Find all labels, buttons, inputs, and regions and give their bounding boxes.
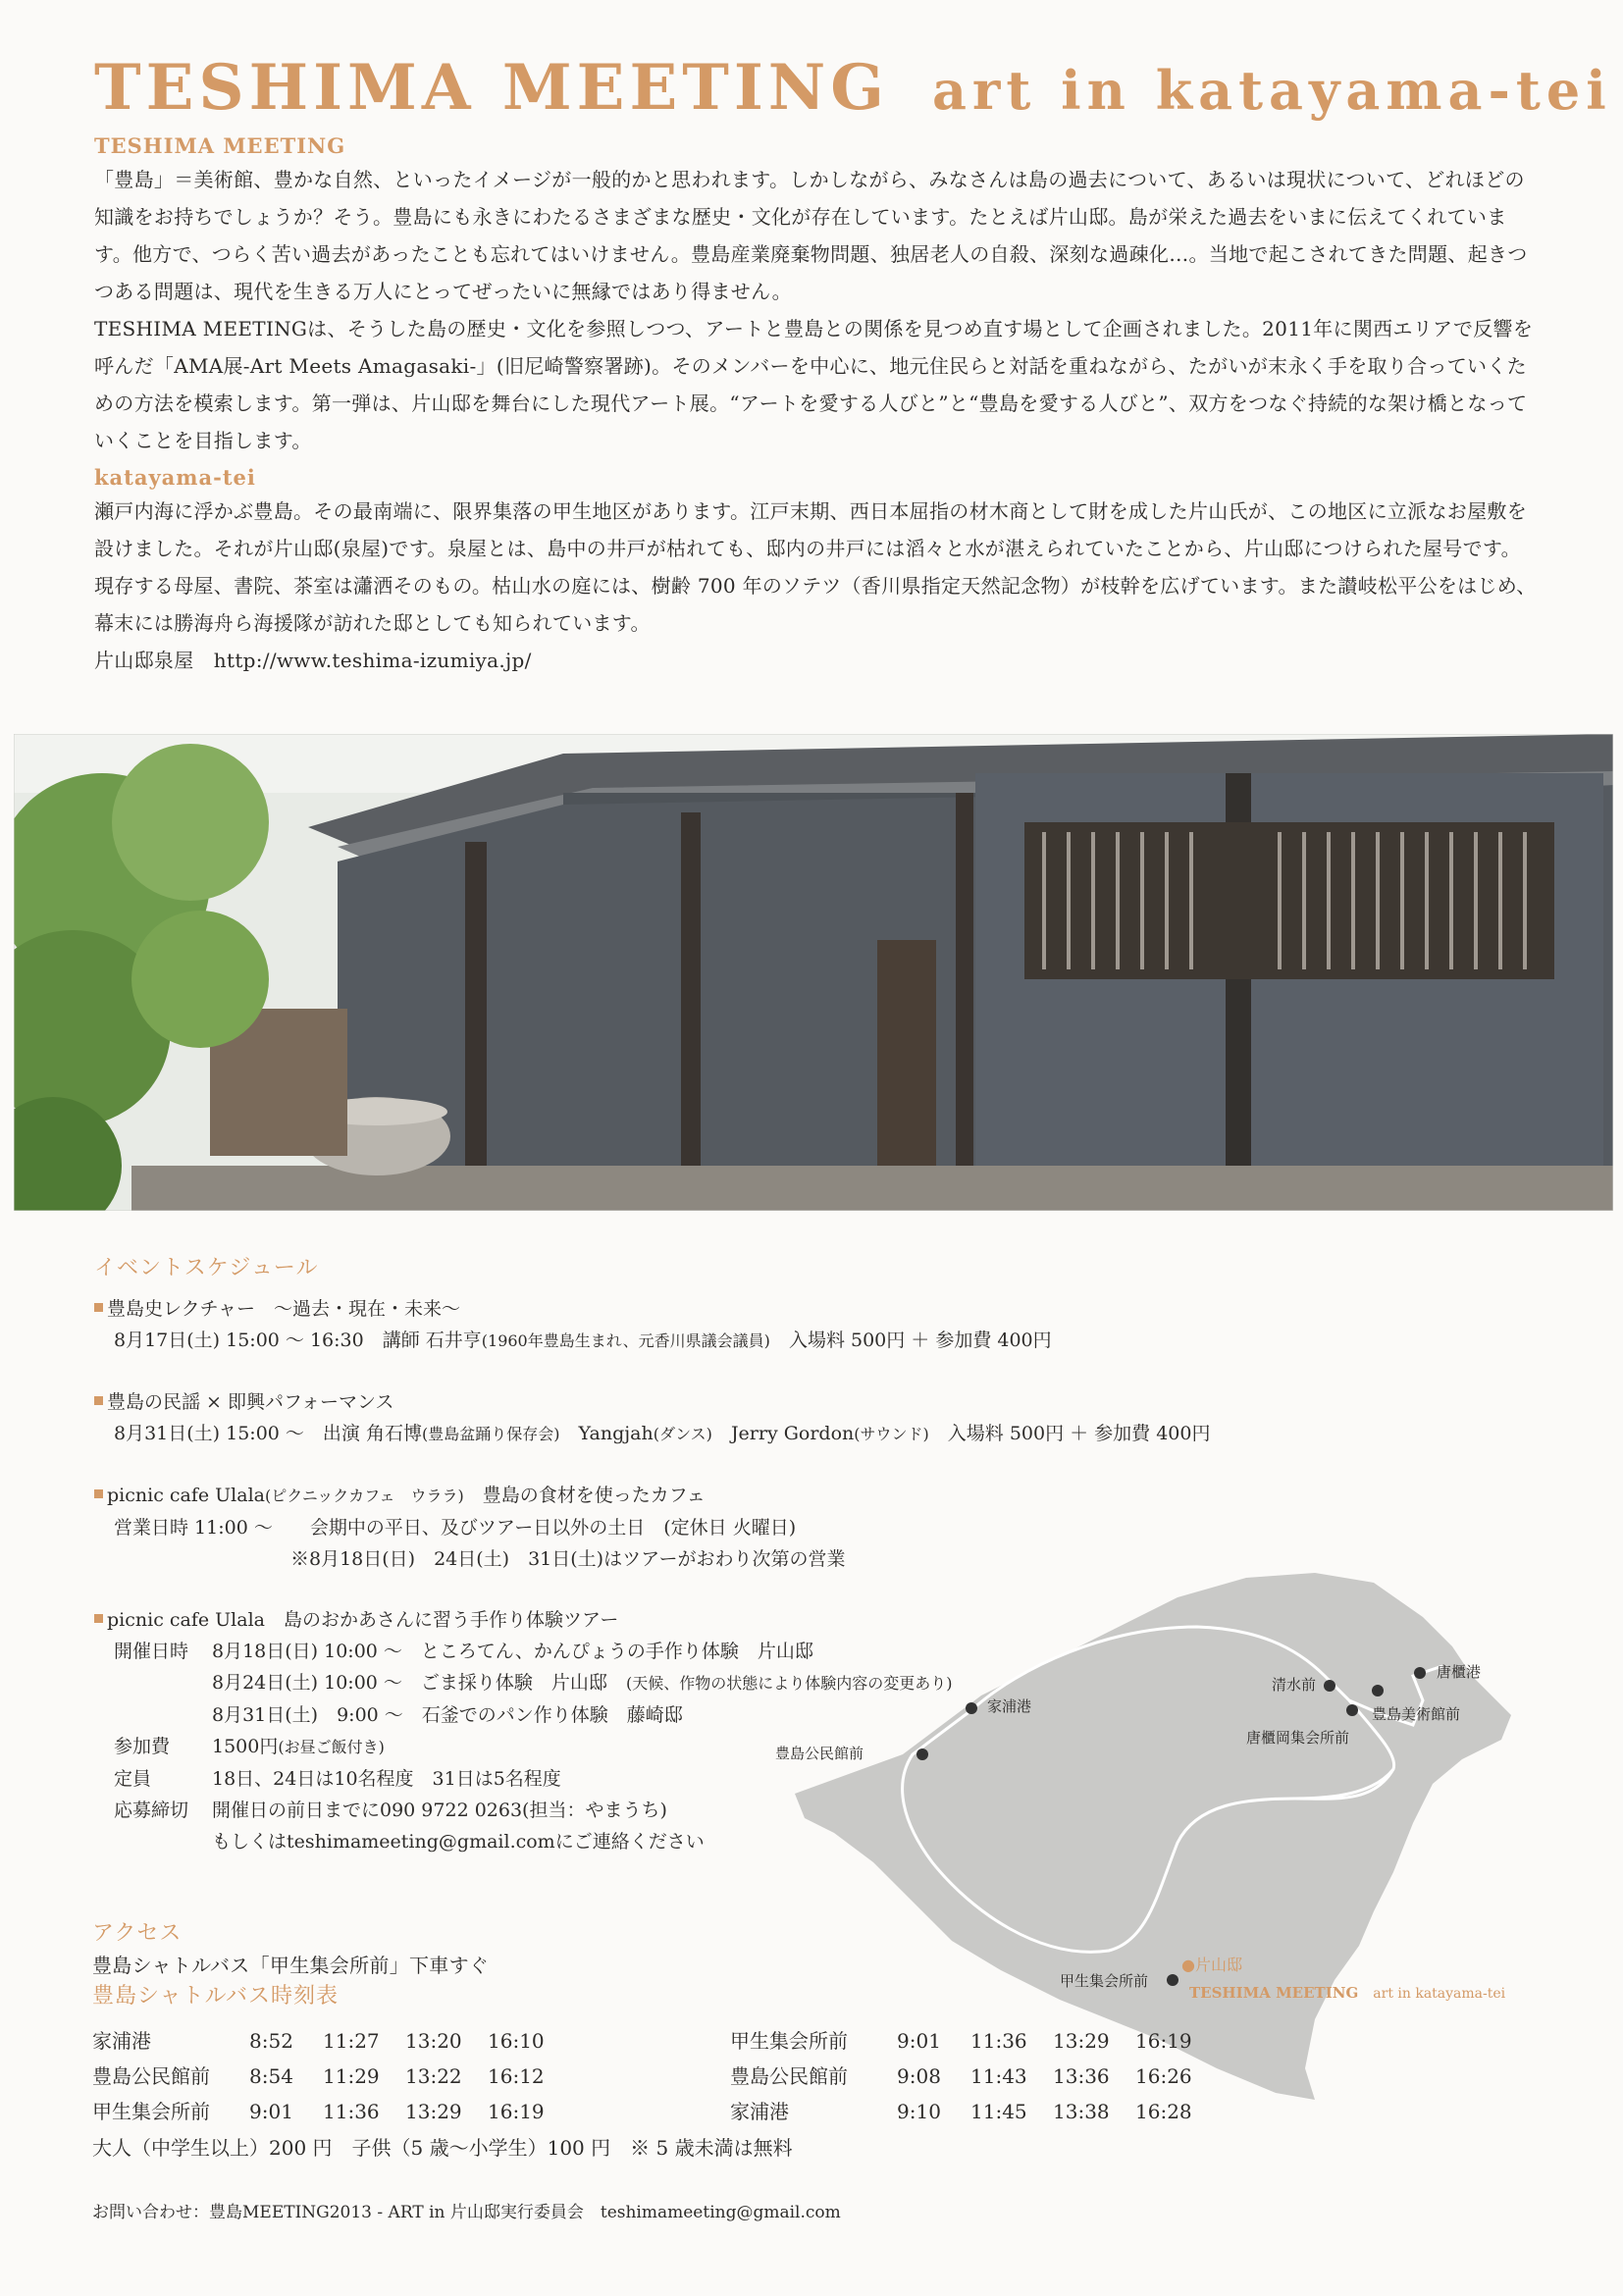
timetable-time: 8:52 bbox=[249, 2029, 293, 2053]
event-performance-fee: 入場料 500円 ＋ 参加費 400円 bbox=[947, 1423, 1211, 1444]
event-lecture-fee: 入場料 500円 ＋ 参加費 400円 bbox=[788, 1330, 1052, 1351]
island-shape bbox=[795, 1573, 1511, 2100]
title-main: TESHIMA MEETING bbox=[94, 51, 889, 125]
timetable-stop: 豊島公民館前 bbox=[92, 2064, 210, 2088]
timetable-time: 13:22 bbox=[405, 2064, 462, 2088]
timetable-heading: 豊島シャトルバス時刻表 bbox=[92, 1984, 340, 2009]
timetable-stop: 豊島公民館前 bbox=[730, 2064, 848, 2088]
timetable-time: 16:19 bbox=[488, 2100, 545, 2123]
map-label-katayama: ●片山邸 bbox=[1181, 1956, 1242, 1974]
timetable-time: 11:36 bbox=[323, 2100, 380, 2123]
tour-row-key bbox=[114, 1667, 212, 1699]
timetable-stop: 甲生集会所前 bbox=[730, 2029, 848, 2053]
event-performance bbox=[94, 1386, 1211, 1450]
intro-paragraph-2: TESHIMA MEETINGは、そうした島の歴史・文化を参照しつつ、アートと豊島との関係を見つめ直す場として企画されました。2011年に関西エリアで反響を呼んだ「AMA展-Art Meets Amagasaki-」(旧尼崎警察署跡)。そのメンバーを中心に、地元住民らと対話を重ねながら、たがいが末永く手を取り合っていくための方法を模索します。第一弾は、片山邸を舞台にした現代アート展。“アートを愛する人びと”と“豊島を愛する人びと”、双方をつなぐ持続的な架け橋となっていくことを目指します。 bbox=[94, 317, 1534, 452]
timetable-time: 16:10 bbox=[488, 2029, 545, 2053]
timetable-time: 16:26 bbox=[1135, 2064, 1192, 2088]
tour-row-value: 8月31日(土) 9:00 ～ 石釜でのパン作り体験 藤崎邸 bbox=[212, 1704, 683, 1726]
timetable-time: 11:45 bbox=[970, 2100, 1027, 2123]
stop-karato-dot bbox=[1414, 1667, 1426, 1679]
map-label-karato: 唐櫃港 bbox=[1437, 1663, 1482, 1681]
section-heading-teshima: TESHIMA MEETING bbox=[94, 133, 346, 158]
tour-row-key bbox=[114, 1826, 212, 1857]
tour-row-key bbox=[114, 1699, 212, 1731]
map-label-ieura: 家浦港 bbox=[987, 1697, 1032, 1715]
timetable-row bbox=[730, 2059, 1218, 2094]
timetable-stop: 家浦港 bbox=[92, 2029, 151, 2053]
title-sub: art in katayama-tei bbox=[931, 59, 1612, 122]
intro-section bbox=[94, 131, 1537, 679]
tour-row-value: 8月18日(日) 10:00 ～ ところてん、かんぴょうの手作り体験 片山邸 bbox=[212, 1641, 813, 1662]
map-caption-a: TESHIMA MEETING bbox=[1189, 1984, 1359, 2002]
bullet-square-icon bbox=[94, 1396, 103, 1405]
tour-row-note: (お昼ご飯付き) bbox=[278, 1738, 385, 1756]
map-label-shimizu: 清水前 bbox=[1272, 1676, 1317, 1694]
event-lecture bbox=[94, 1293, 1174, 1357]
timetable-time: 13:29 bbox=[1053, 2029, 1110, 2053]
bullet-square-icon bbox=[94, 1614, 103, 1623]
map-label-karato-oka: 唐櫃岡集会所前 bbox=[1246, 1729, 1350, 1747]
stop-shimizu-dot bbox=[1324, 1680, 1335, 1692]
stop-kominkan-dot bbox=[916, 1748, 928, 1760]
footer-contact: お問い合わせ：豊島MEETING2013 - ART in 片山邸実行委員会 teshimameeting@gmail.com bbox=[92, 2203, 841, 2222]
event-performance-title: 豊島の民謡 × 即興パフォーマンス bbox=[107, 1391, 394, 1413]
timetable-time: 16:19 bbox=[1135, 2029, 1192, 2053]
performer-3-note: (サウンド) bbox=[854, 1425, 929, 1443]
tour-row-key: 応募締切 bbox=[114, 1800, 189, 1821]
map-caption bbox=[1189, 1982, 1505, 2003]
stop-kou-dot bbox=[1167, 1974, 1178, 1986]
timetable-time: 9:01 bbox=[249, 2100, 293, 2123]
timetable-stop: 甲生集会所前 bbox=[92, 2100, 210, 2123]
event-lecture-note: (1960年豊島生まれ、元香川県議会議員) bbox=[481, 1331, 770, 1350]
map-label-kou: 甲生集会所前 bbox=[1060, 1972, 1149, 1990]
timetable-row bbox=[730, 2023, 1218, 2059]
timetable-return bbox=[730, 2023, 1218, 2129]
event-lecture-line: 8月17日(土) 15:00 ～ 16:30 講師 石井亨 bbox=[114, 1330, 482, 1351]
timetable-time: 11:27 bbox=[323, 2029, 380, 2053]
tour-row-note: (天候、作物の状態により体験内容の変更あり) bbox=[625, 1674, 953, 1693]
stop-karato-oka-dot bbox=[1346, 1704, 1358, 1716]
event-cafe-line-2: ※8月18日(日) 24日(土) 31日(土)はツアーがおわり次第の営業 bbox=[290, 1548, 846, 1570]
access-heading: アクセス bbox=[92, 1921, 183, 1946]
map-caption-b: art in katayama-tei bbox=[1373, 1986, 1506, 2002]
stop-ieura-dot bbox=[966, 1702, 977, 1714]
tour-row-value: 1500円 bbox=[212, 1736, 279, 1757]
main-title bbox=[94, 51, 1612, 125]
katayama-url[interactable]: 片山邸泉屋 http://www.teshima-izumiya.jp/ bbox=[94, 649, 532, 672]
timetable-time: 11:36 bbox=[970, 2029, 1027, 2053]
stop-museum-dot bbox=[1372, 1685, 1384, 1696]
tour-row-value: 18日、24日は10名程度 31日は5名程度 bbox=[212, 1768, 561, 1790]
timetable-time: 16:28 bbox=[1135, 2100, 1192, 2123]
timetable-time: 13:29 bbox=[405, 2100, 462, 2123]
tour-row-key: 参加費 bbox=[114, 1736, 171, 1757]
fares: 大人（中学生以上）200 円 子供（5 歳～小学生）100 円 ※ 5 歳未満は無料 bbox=[92, 2136, 793, 2160]
performer-2-note: (ダンス) bbox=[653, 1425, 712, 1443]
timetable-row bbox=[92, 2023, 570, 2059]
performer-2: Yangjah bbox=[578, 1423, 654, 1444]
timetable-time: 13:38 bbox=[1053, 2100, 1110, 2123]
tour-row-value: 開催日の前日までに090 9722 0263(担当：やまうち) bbox=[212, 1800, 667, 1821]
timetable-time: 9:10 bbox=[897, 2100, 941, 2123]
timetable-stop: 家浦港 bbox=[730, 2100, 789, 2123]
timetable-time: 13:20 bbox=[405, 2029, 462, 2053]
section-heading-katayama: katayama-tei bbox=[94, 465, 256, 490]
timetable-time: 13:36 bbox=[1053, 2064, 1110, 2088]
timetable-outbound bbox=[92, 2023, 570, 2129]
timetable-row bbox=[92, 2059, 570, 2094]
access-section bbox=[92, 1919, 838, 2011]
timetable-row bbox=[730, 2094, 1218, 2129]
bullet-square-icon bbox=[94, 1303, 103, 1312]
event-cafe-desc: 豊島の食材を使ったカフェ bbox=[482, 1485, 706, 1506]
timetable-time: 11:29 bbox=[323, 2064, 380, 2088]
timetable-row bbox=[92, 2094, 570, 2129]
performer-3: Jerry Gordon bbox=[730, 1423, 855, 1444]
house-photo-illustration bbox=[14, 734, 1613, 1211]
map-label-kominkan: 豊島公民館前 bbox=[775, 1745, 864, 1762]
event-cafe-title: picnic cafe Ulala bbox=[107, 1485, 265, 1506]
intro-paragraph-1: 「豊島」＝美術館、豊かな自然、といったイメージが一般的かと思われます。しかしながら、みなさんは島の過去について、あるいは現状について、どれほどの知識をお持ちでしょうか？そう。豊島にも永きにわたるさまざまな歴史・文化が存在しています。たとえば片山邸。島が栄えた過去をいまに伝えてくれています。他方で、つらく苦い過去があったことも忘れてはいけません。豊島産業廃棄物問題、独居老人の自殺、深刻な過疎化…。当地で起こされてきた問題、起きつつある問題は、現代を生きる万人にとってぜったいに無縁ではあり得ません。 bbox=[94, 168, 1528, 303]
tour-row-key: 開催日時 bbox=[114, 1641, 189, 1662]
performer-1: 8月31日(土) 15:00 ～ 出演 角石博 bbox=[114, 1423, 422, 1444]
timetable-time: 9:01 bbox=[897, 2029, 941, 2053]
timetable-time: 11:43 bbox=[970, 2064, 1027, 2088]
schedule-heading: イベントスケジュール bbox=[94, 1256, 319, 1280]
tour-row-key: 定員 bbox=[114, 1768, 152, 1790]
event-lecture-title: 豊島史レクチャー ～過去・現在・未来～ bbox=[107, 1298, 461, 1320]
tour-row-value: もしくはteshimameeting@gmail.comにご連絡ください bbox=[212, 1831, 705, 1852]
katayama-tei-photo bbox=[14, 734, 1613, 1211]
tour-row-value: 8月24日(土) 10:00 ～ ごま採り体験 片山邸 bbox=[212, 1672, 607, 1694]
event-cafe-title-note: (ピクニックカフェ ウララ) bbox=[264, 1487, 464, 1505]
timetable-time: 16:12 bbox=[488, 2064, 545, 2088]
timetable-time: 8:54 bbox=[249, 2064, 293, 2088]
performer-1-note: (豊島盆踊り保存会) bbox=[421, 1425, 560, 1443]
map-label-museum: 豊島美術館前 bbox=[1372, 1705, 1461, 1723]
event-tour-title: picnic cafe Ulala 島のおかあさんに習う手作り体験ツアー bbox=[107, 1609, 619, 1631]
bullet-square-icon bbox=[94, 1489, 103, 1498]
timetable-time: 9:08 bbox=[897, 2064, 941, 2088]
access-line: 豊島シャトルバス「甲生集会所前」下車すぐ bbox=[92, 1954, 490, 1977]
event-cafe-line-1: 営業日時 11:00 ～ 会期中の平日、及びツアー日以外の土日 (定休日 火曜日) bbox=[114, 1517, 797, 1539]
katayama-paragraph: 瀬戸内海に浮かぶ豊島。その最南端に、限界集落の甲生地区があります。江戸末期、西日本屈指の材木商として財を成した片山氏が、この地区に立派なお屋敷を設けました。それが片山邸(泉屋)です。泉屋とは、島中の井戸が枯れても、邸内の井戸には滔々と水が湛えられていたことから、片山邸につけられた屋号です。現存する母屋、書院、茶室は瀟洒そのもの。枯山水の庭には、樹齢 700 年のソテツ（香川県指定天然記念物）が枝幹を広げています。また讃岐松平公をはじめ、幕末には勝海舟ら海援隊が訪れた邸としても知られています。 bbox=[94, 499, 1537, 635]
